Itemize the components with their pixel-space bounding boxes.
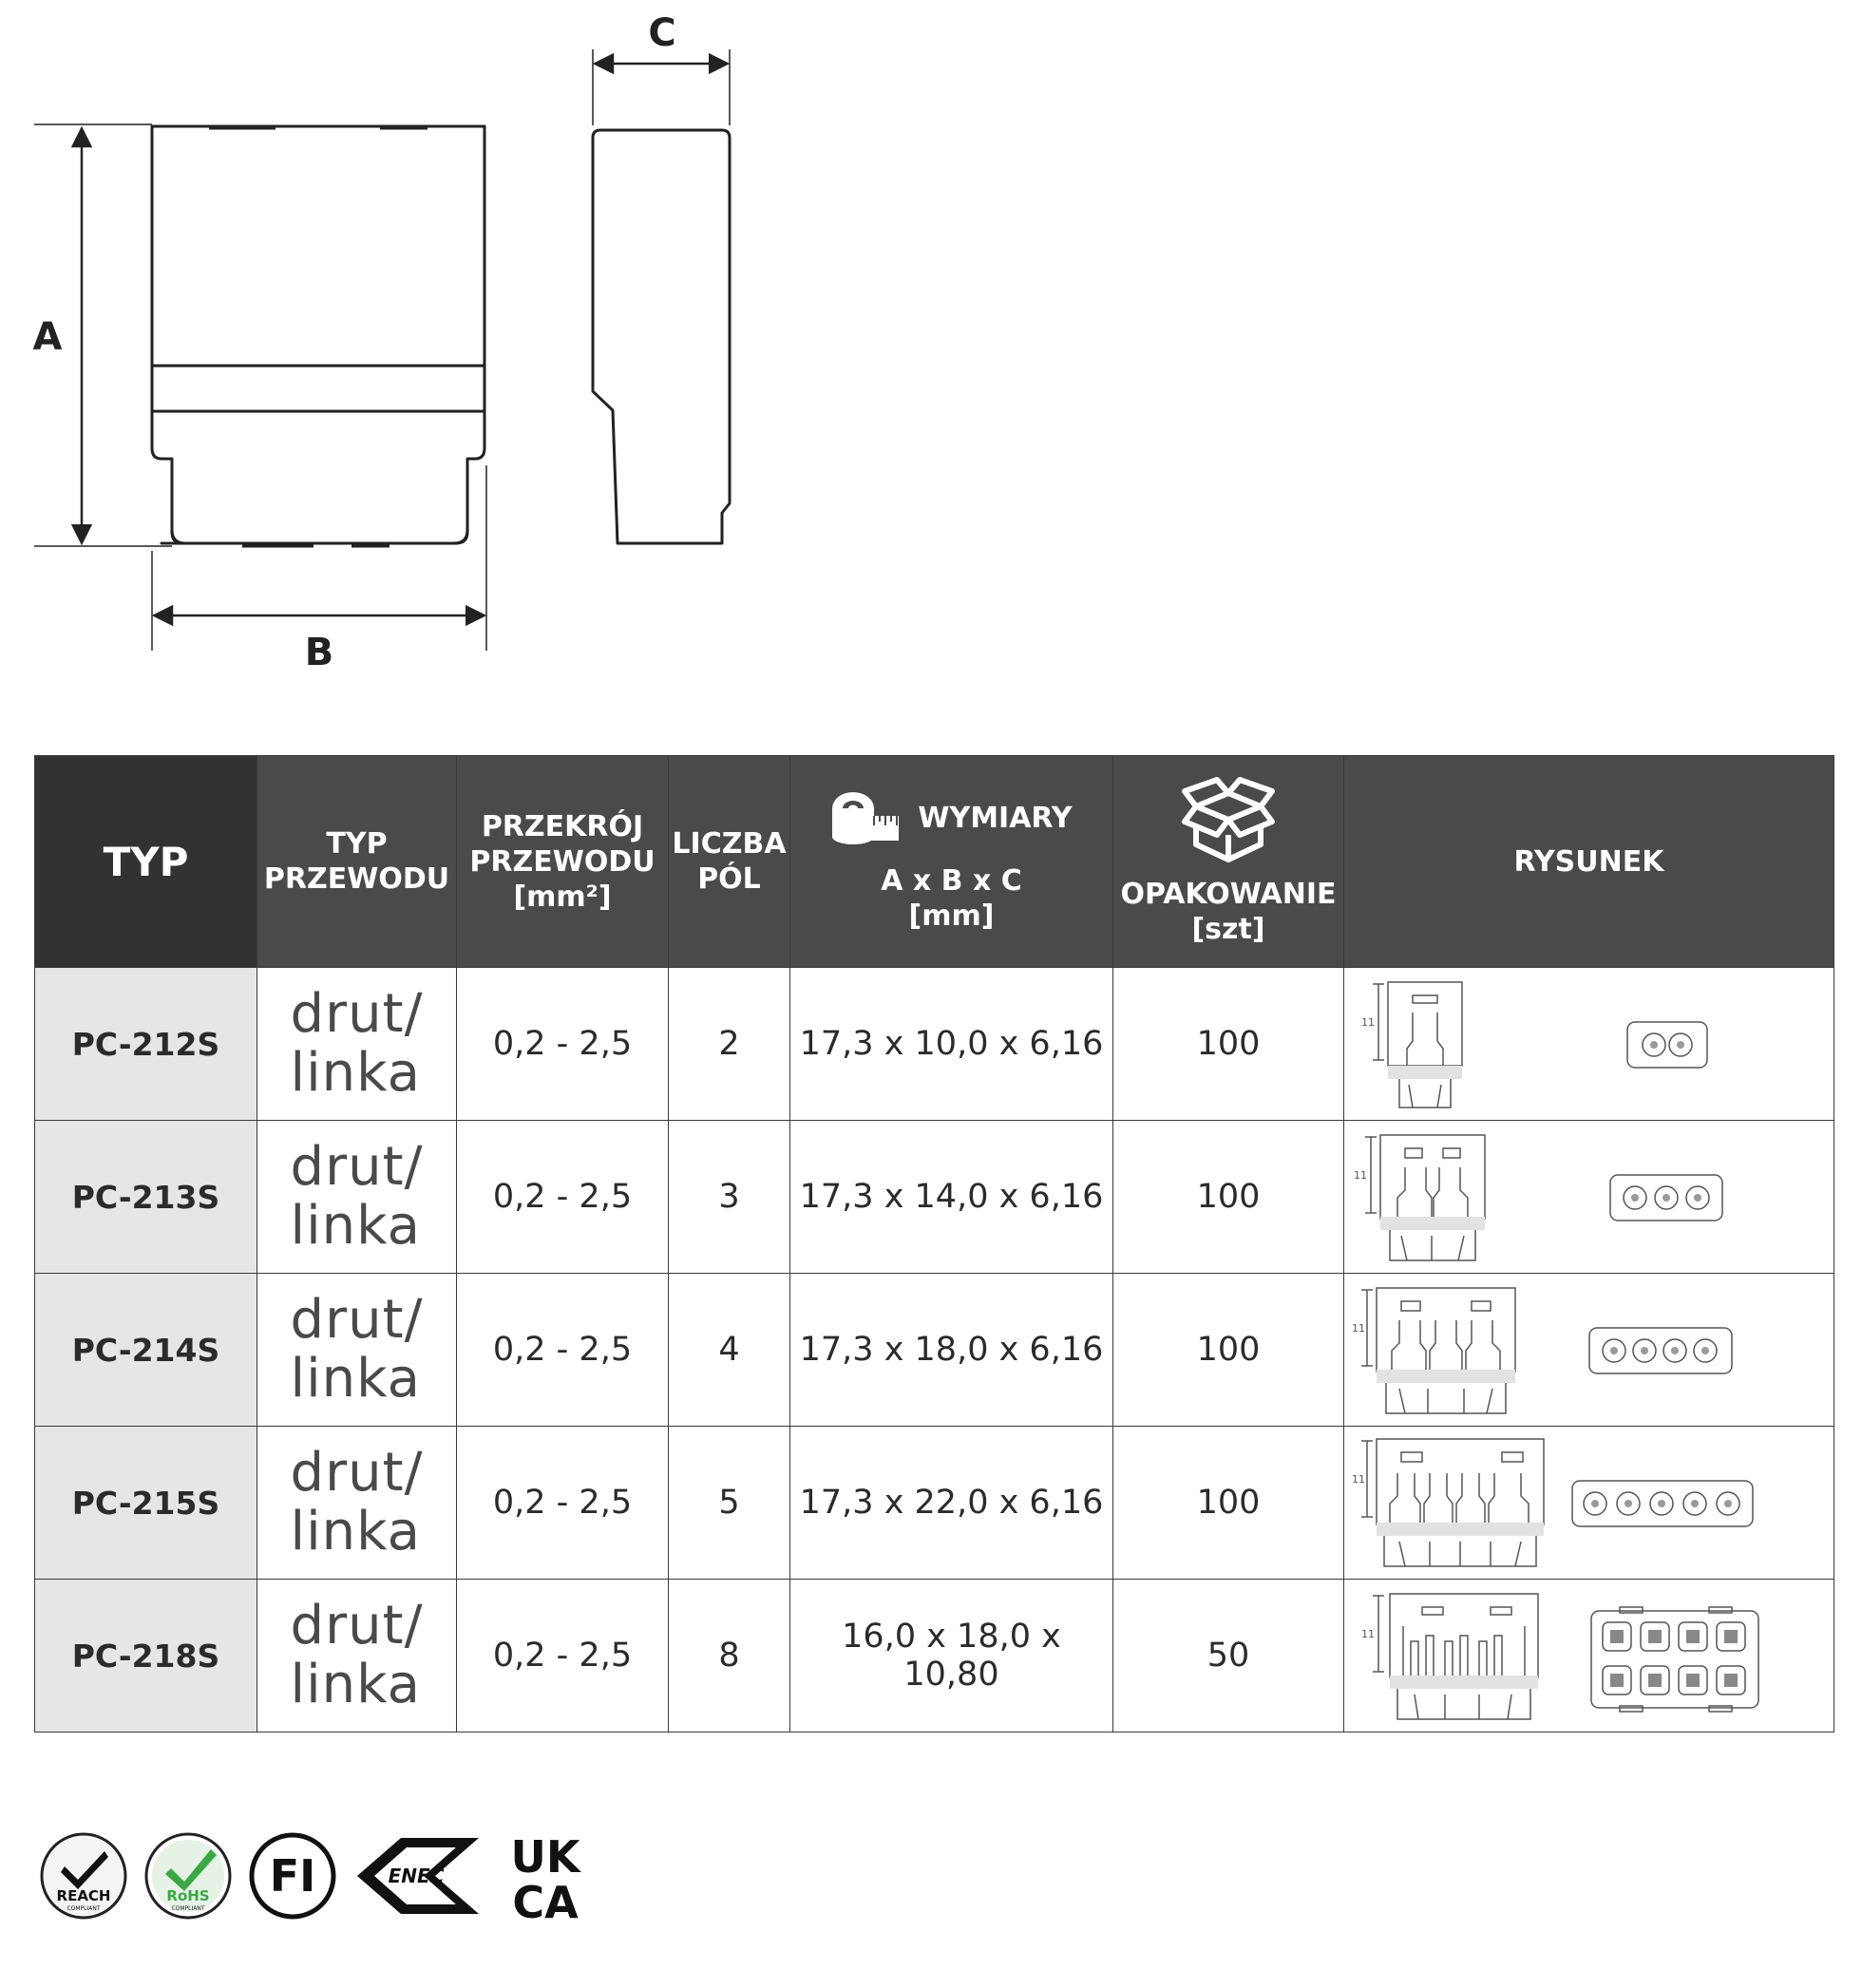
row-type: PC-213S (35, 1121, 257, 1274)
dimension-b-label: B (304, 631, 334, 674)
header-dimensions-title: WYMIARY (918, 801, 1073, 835)
row-drawing (1344, 1121, 1834, 1274)
row-drawing (1344, 968, 1834, 1121)
row-cross-section: 0,2 - 2,5 (457, 1580, 669, 1732)
header-packaging-unit: [szt] (1191, 913, 1265, 946)
connector-drawing (1352, 1584, 1827, 1727)
rohs-logo-text: RoHS (166, 1887, 210, 1904)
header-poles-line: LICZBA (672, 827, 787, 861)
fi-logo-text: FI (269, 1850, 316, 1902)
rohs-logo-subtext: COMPLIANT (171, 1905, 205, 1912)
connector-drawing (1352, 1126, 1827, 1268)
row-wire (257, 968, 457, 1121)
reach-logo (38, 1830, 129, 1922)
header-cross-section-line: PRZEWODU (469, 844, 656, 879)
row-wire-line: linka (290, 1501, 421, 1562)
row-cross-section: 0,2 - 2,5 (457, 1427, 669, 1580)
connector-drawing (1352, 1278, 1827, 1421)
row-wire (257, 1121, 457, 1274)
header-dimensions-unit: [mm] (908, 899, 995, 933)
table-row (35, 1274, 1834, 1427)
table-header-row (35, 756, 1834, 968)
row-poles: 3 (669, 1121, 790, 1274)
row-packaging: 100 (1113, 968, 1344, 1121)
row-wire (257, 1274, 457, 1427)
reach-logo-subtext: COMPLIANT (66, 1905, 101, 1912)
row-wire (257, 1427, 457, 1580)
row-wire-line: drut/ (290, 983, 424, 1045)
header-poles-line: PÓL (697, 862, 761, 896)
row-wire-line: drut/ (290, 1595, 424, 1657)
enec-logo-text: ENEC (388, 1865, 445, 1887)
row-packaging: 100 (1113, 1121, 1344, 1274)
header-cross-section-unit: [mm²] (513, 880, 612, 914)
connector-drawing (1352, 1431, 1827, 1574)
tape-measure-icon (830, 789, 901, 846)
row-drawing (1344, 1580, 1834, 1732)
row-drawing (1344, 1274, 1834, 1427)
side-view-outline (593, 130, 730, 543)
header-poles (669, 756, 790, 968)
row-dimensions: 17,3 x 14,0 x 6,16 (790, 1121, 1113, 1274)
front-view-outline (152, 126, 484, 543)
row-wire-line: linka (290, 1348, 421, 1410)
row-dimensions: 17,3 x 22,0 x 6,16 (790, 1427, 1113, 1580)
header-wire-type-line: PRZEWODU (263, 862, 450, 896)
dimension-a-label: A (32, 315, 63, 359)
header-typ (35, 756, 257, 968)
row-wire-line: drut/ (290, 1136, 424, 1198)
row-wire-line: linka (290, 1042, 421, 1104)
row-wire-line: drut/ (290, 1289, 424, 1351)
table-row (35, 968, 1834, 1121)
drawing-dimension-label: 11 (1360, 1628, 1375, 1640)
ukca-logo (498, 1830, 593, 1922)
drawing-dimension-label: 11 (1353, 1169, 1367, 1182)
row-poles: 2 (669, 968, 790, 1121)
drawing-dimension-label: 11 (1351, 1322, 1365, 1335)
drawing-dimension-label: 11 (1351, 1473, 1365, 1486)
dimension-drawing (0, 0, 779, 684)
connector-drawing (1352, 973, 1827, 1115)
spec-table (34, 755, 1834, 1732)
row-wire-line: linka (290, 1654, 421, 1715)
row-drawing (1344, 1427, 1834, 1580)
fi-logo (247, 1830, 338, 1922)
header-typ-label: TYP (103, 838, 189, 885)
row-type: PC-212S (35, 968, 257, 1121)
header-packaging (1113, 756, 1344, 968)
dimension-c-label: C (648, 11, 676, 55)
header-dimensions-formula: A x B x C (881, 864, 1022, 898)
row-cross-section: 0,2 - 2,5 (457, 1274, 669, 1427)
header-wire-type-line: TYP (326, 827, 388, 861)
row-dimensions: 17,3 x 18,0 x 6,16 (790, 1274, 1113, 1427)
ukca-logo-text: UK (510, 1831, 580, 1883)
row-type: PC-218S (35, 1580, 257, 1732)
ukca-logo-text: CA (512, 1877, 579, 1922)
open-box-icon (1179, 776, 1278, 867)
row-dimensions: 17,3 x 10,0 x 6,16 (790, 968, 1113, 1121)
header-drawing (1344, 756, 1834, 968)
header-cross-section (457, 756, 669, 968)
header-cross-section-line: PRZEKRÓJ (481, 809, 644, 843)
row-cross-section: 0,2 - 2,5 (457, 1121, 669, 1274)
enec-logo (352, 1830, 484, 1922)
rohs-logo (142, 1830, 234, 1922)
row-cross-section: 0,2 - 2,5 (457, 968, 669, 1121)
row-packaging: 100 (1113, 1274, 1344, 1427)
row-packaging: 100 (1113, 1427, 1344, 1580)
row-dimensions: 16,0 x 18,0 x 10,80 (790, 1580, 1113, 1732)
header-drawing-label: RYSUNEK (1513, 844, 1664, 879)
drawing-dimension-label: 11 (1360, 1016, 1375, 1029)
row-type: PC-214S (35, 1274, 257, 1427)
row-wire-line: linka (290, 1195, 421, 1257)
header-dimensions (790, 756, 1113, 968)
row-poles: 4 (669, 1274, 790, 1427)
table-row (35, 1427, 1834, 1580)
row-type: PC-215S (35, 1427, 257, 1580)
header-wire-type (257, 756, 457, 968)
row-poles: 8 (669, 1580, 790, 1732)
row-packaging: 50 (1113, 1580, 1344, 1732)
table-row (35, 1121, 1834, 1274)
certifications-row (38, 1828, 593, 1923)
table-row (35, 1580, 1834, 1732)
row-wire (257, 1580, 457, 1732)
header-packaging-line: OPAKOWANIE (1120, 878, 1337, 911)
row-poles: 5 (669, 1427, 790, 1580)
reach-logo-text: REACH (56, 1887, 111, 1904)
row-wire-line: drut/ (290, 1442, 424, 1504)
